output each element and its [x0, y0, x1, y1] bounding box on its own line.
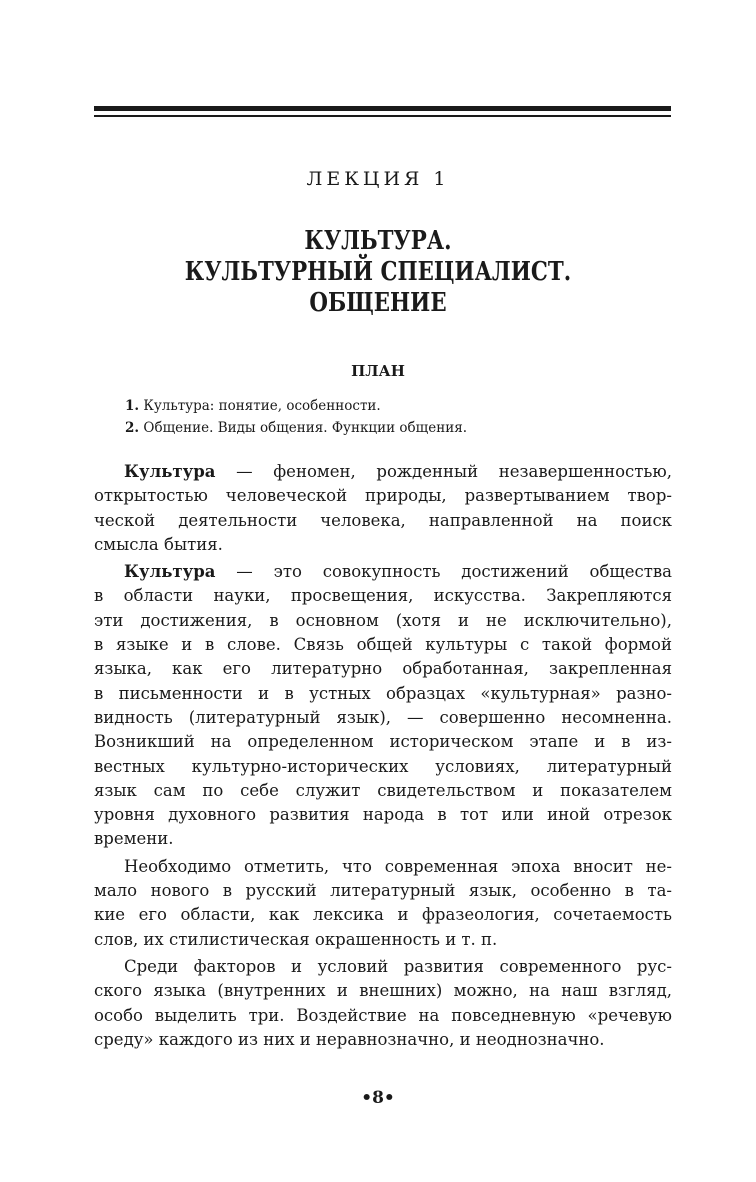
text-line: ского языка (внутренних и внешних) можно, на наш взгляд,	[94, 981, 672, 1001]
chapter-title-line-2: КУЛЬТУРНЫЙ СПЕЦИАЛИСТ.	[184, 257, 572, 287]
chapter-title-line-3: ОБЩЕНИЕ	[309, 288, 447, 318]
header-rule-thin	[94, 115, 671, 117]
plan-list	[125, 395, 685, 439]
text-line: эти достижения, в основном (хотя и не исключительно),	[94, 610, 672, 630]
text-line: в письменности и в устных образцах «культурная» разно-	[94, 683, 672, 703]
page-number: •8•	[361, 1088, 395, 1108]
plan-item-text: Общение. Виды общения. Функции общения.	[139, 420, 467, 436]
chapter-title	[68, 226, 688, 319]
paragraph	[94, 460, 672, 557]
plan-item-text: Культура: понятие, особенности.	[139, 398, 381, 414]
text-line: времени.	[94, 829, 174, 849]
text-line: уровня духовного развития народа в тот или иной отрезок	[94, 805, 672, 825]
paragraph	[94, 855, 672, 952]
text-line: в области науки, просвещения, искусства. Закрепляются	[94, 586, 672, 606]
plan-heading: ПЛАН	[351, 362, 405, 380]
plan-item	[125, 395, 685, 417]
text-line: особо выделить три. Воздействие на повседневную «речевую	[94, 1005, 672, 1025]
text-line: ческой деятельности человека, направленной на поиск	[94, 510, 672, 530]
text-line: языка, как его литературно обработанная, закрепленная	[94, 659, 672, 679]
text-line: слов, их стилистическая окрашенность и т. п.	[94, 929, 498, 949]
plan-item-number: 2.	[125, 420, 140, 436]
lecture-number: ЛЕКЦИЯ 1	[306, 168, 450, 190]
text-line: кие его области, как лексика и фразеология, сочетаемость	[94, 905, 672, 925]
plan-item-number: 1.	[125, 398, 140, 414]
text-line: язык сам по себе служит свидетельством и показателем	[94, 780, 672, 800]
text-line: среду» каждого из них и неравнозначно, и неоднозначно.	[94, 1029, 605, 1049]
header-rule-thick	[94, 106, 671, 111]
text-line: Возникший на определенном историческом этапе и в из-	[94, 732, 672, 752]
body-text	[94, 460, 672, 1052]
paragraph	[94, 560, 672, 852]
term: Культура	[124, 562, 216, 582]
text-line: видность (литературный язык), — совершенно несомненна.	[94, 707, 672, 727]
text-line: Культура — это совокупность достижений общества	[124, 562, 672, 582]
paragraph	[94, 955, 672, 1052]
text-line: Культура — феномен, рожденный незавершенностью,	[124, 462, 672, 481]
chapter-title-line-1: КУЛЬТУРА.	[304, 226, 452, 256]
text-line: Необходимо отметить, что современная эпоха вносит не-	[124, 856, 672, 876]
term: Культура	[124, 462, 216, 481]
text-line: открытостью человеческой природы, развертыванием твор-	[94, 486, 672, 506]
text-line: вестных культурно-исторических условиях, литературный	[94, 756, 672, 776]
text-line: Среди факторов и условий развития современного рус-	[124, 956, 672, 976]
text-line: смысла бытия.	[94, 534, 223, 554]
text-line: в языке и в слове. Связь общей культуры с такой формой	[94, 635, 672, 655]
plan-item	[125, 417, 685, 439]
text-line: мало нового в русский литературный язык, особенно в та-	[94, 881, 672, 901]
